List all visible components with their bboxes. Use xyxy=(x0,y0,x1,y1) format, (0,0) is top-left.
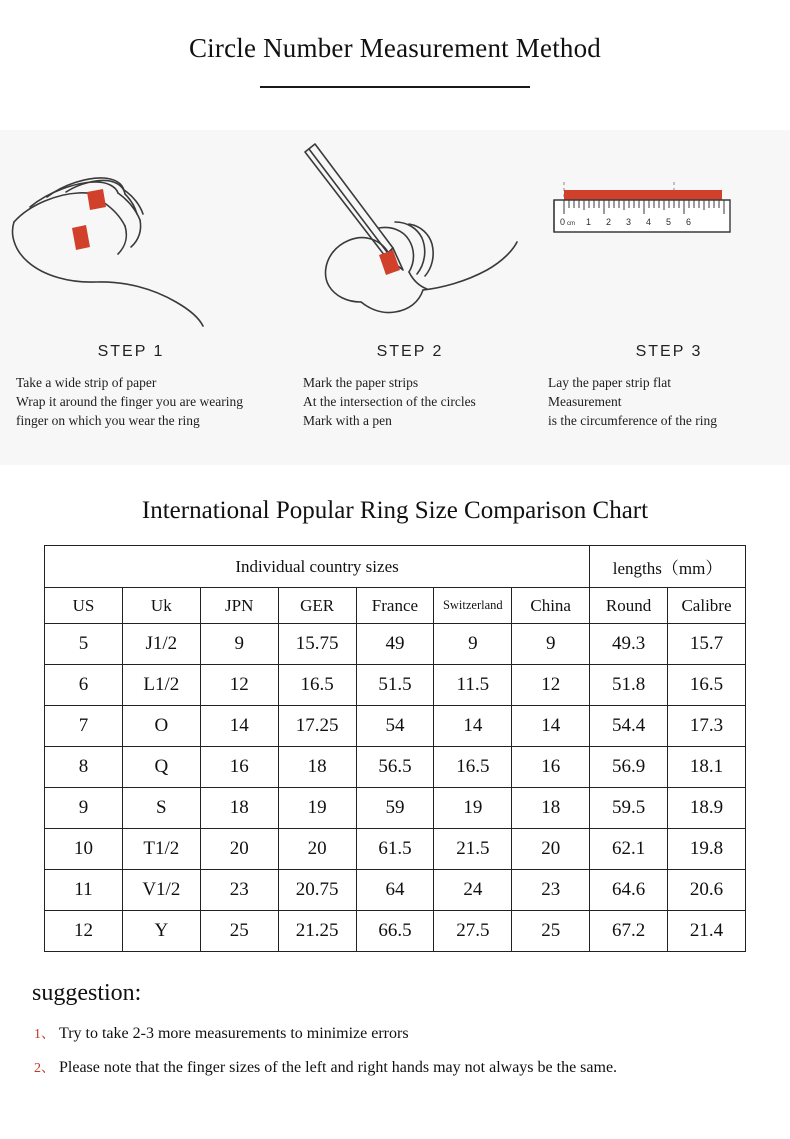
cell-round: 62.1 xyxy=(590,829,668,870)
cell-switzerland: 9 xyxy=(434,624,512,665)
cell-jpn: 9 xyxy=(200,624,278,665)
table-title: International Popular Ring Size Comparison Chart xyxy=(141,497,649,524)
cell-france: 61.5 xyxy=(356,829,434,870)
cell-ger: 17.25 xyxy=(278,706,356,747)
hand-with-paper-strip-icon xyxy=(0,130,262,335)
ruler-tick-4: 4 xyxy=(646,217,652,227)
column-header-round: Round xyxy=(590,588,668,624)
cell-jpn: 23 xyxy=(200,870,278,911)
cell-calibre: 15.7 xyxy=(668,624,746,665)
table-column-header-row xyxy=(45,588,746,624)
ruler-measuring-strip-icon xyxy=(548,130,790,335)
step-1-label: STEP 1 xyxy=(97,343,165,360)
table-row xyxy=(45,911,746,952)
step-3-line-3: is the circumference of the ring xyxy=(548,413,718,428)
suggestion-item xyxy=(34,1017,790,1051)
cell-ger: 20 xyxy=(278,829,356,870)
cell-us: 6 xyxy=(45,665,123,706)
step-3-line-1: Lay the paper strip flat xyxy=(548,375,671,390)
cell-france: 49 xyxy=(356,624,434,665)
cell-uk: S xyxy=(122,788,200,829)
table-row xyxy=(45,829,746,870)
step-2 xyxy=(275,130,545,465)
suggestion-list xyxy=(34,1017,790,1085)
ruler-unit: cm xyxy=(567,221,575,227)
step-3-description xyxy=(548,373,790,430)
cell-ger: 19 xyxy=(278,788,356,829)
cell-round: 67.2 xyxy=(590,911,668,952)
cell-round: 54.4 xyxy=(590,706,668,747)
table-row xyxy=(45,870,746,911)
cell-china: 20 xyxy=(512,829,590,870)
cell-uk: L1/2 xyxy=(122,665,200,706)
ring-size-table xyxy=(44,545,746,952)
table-row xyxy=(45,624,746,665)
cell-switzerland: 21.5 xyxy=(434,829,512,870)
cell-china: 9 xyxy=(512,624,590,665)
cell-round: 49.3 xyxy=(590,624,668,665)
cell-china: 18 xyxy=(512,788,590,829)
cell-france: 66.5 xyxy=(356,911,434,952)
column-header-us: US xyxy=(45,588,123,624)
suggestion-item-text: Try to take 2-3 more measurements to minimize errors xyxy=(59,1025,409,1042)
cell-calibre: 19.8 xyxy=(668,829,746,870)
cell-switzerland: 11.5 xyxy=(434,665,512,706)
table-row xyxy=(45,706,746,747)
step-2-description xyxy=(275,373,545,430)
cell-switzerland: 27.5 xyxy=(434,911,512,952)
cell-switzerland: 16.5 xyxy=(434,747,512,788)
column-header-france: France xyxy=(356,588,434,624)
column-header-china: China xyxy=(512,588,590,624)
cell-france: 59 xyxy=(356,788,434,829)
table-group-header-row xyxy=(45,546,746,588)
step-2-line-1: Mark the paper strips xyxy=(303,375,419,390)
cell-round: 59.5 xyxy=(590,788,668,829)
column-header-calibre: Calibre xyxy=(668,588,746,624)
step-2-line-2: At the intersection of the circles xyxy=(303,394,476,409)
hand-with-pen-marking-icon xyxy=(275,130,545,335)
suggestion-title: suggestion: xyxy=(32,980,142,1006)
steps-band xyxy=(0,130,790,465)
cell-france: 56.5 xyxy=(356,747,434,788)
cell-switzerland: 14 xyxy=(434,706,512,747)
step-3 xyxy=(548,130,790,465)
cell-china: 14 xyxy=(512,706,590,747)
ruler-tick-6: 6 xyxy=(686,217,692,227)
step-2-line-3: Mark with a pen xyxy=(303,413,392,428)
cell-us: 8 xyxy=(45,747,123,788)
step-1 xyxy=(0,130,262,465)
step-1-line-2: Wrap it around the finger you are wearing xyxy=(16,394,243,409)
cell-china: 23 xyxy=(512,870,590,911)
ruler-tick-3: 3 xyxy=(626,217,632,227)
title-divider xyxy=(260,86,530,88)
cell-calibre: 17.3 xyxy=(668,706,746,747)
column-header-switzerland: Switzerland xyxy=(434,588,512,624)
cell-uk: Q xyxy=(122,747,200,788)
ruler-tick-2: 2 xyxy=(606,217,612,227)
cell-jpn: 18 xyxy=(200,788,278,829)
step-1-illustration xyxy=(0,130,262,335)
step-2-illustration xyxy=(275,130,545,335)
cell-china: 16 xyxy=(512,747,590,788)
ruler-tick-1: 1 xyxy=(586,217,592,227)
column-header-jpn: JPN xyxy=(200,588,278,624)
group-header-lengths: lengths（mm） xyxy=(590,546,746,588)
cell-us: 9 xyxy=(45,788,123,829)
cell-switzerland: 19 xyxy=(434,788,512,829)
step-1-description xyxy=(0,373,262,430)
cell-uk: T1/2 xyxy=(122,829,200,870)
table-row xyxy=(45,665,746,706)
step-3-label: STEP 3 xyxy=(635,343,703,360)
cell-calibre: 21.4 xyxy=(668,911,746,952)
cell-us: 10 xyxy=(45,829,123,870)
cell-calibre: 16.5 xyxy=(668,665,746,706)
suggestion-item-number: 1、 xyxy=(34,1027,55,1042)
page-title: Circle Number Measurement Method xyxy=(188,33,602,63)
group-header-country: Individual country sizes xyxy=(45,546,590,588)
cell-us: 5 xyxy=(45,624,123,665)
suggestion-item-number: 2、 xyxy=(34,1061,55,1076)
cell-china: 25 xyxy=(512,911,590,952)
cell-jpn: 25 xyxy=(200,911,278,952)
cell-ger: 18 xyxy=(278,747,356,788)
table-row xyxy=(45,747,746,788)
cell-calibre: 18.9 xyxy=(668,788,746,829)
cell-ger: 15.75 xyxy=(278,624,356,665)
step-3-line-2: Measurement xyxy=(548,394,622,409)
column-header-uk: Uk xyxy=(122,588,200,624)
table-head xyxy=(45,546,746,624)
table-body xyxy=(45,624,746,952)
table-row xyxy=(45,788,746,829)
cell-round: 51.8 xyxy=(590,665,668,706)
cell-uk: O xyxy=(122,706,200,747)
cell-uk: J1/2 xyxy=(122,624,200,665)
cell-france: 64 xyxy=(356,870,434,911)
cell-ger: 20.75 xyxy=(278,870,356,911)
cell-us: 11 xyxy=(45,870,123,911)
cell-ger: 16.5 xyxy=(278,665,356,706)
cell-china: 12 xyxy=(512,665,590,706)
ruler-tick-5: 5 xyxy=(666,217,672,227)
cell-jpn: 14 xyxy=(200,706,278,747)
step-1-line-1: Take a wide strip of paper xyxy=(16,375,157,390)
column-header-ger: GER xyxy=(278,588,356,624)
cell-uk: Y xyxy=(122,911,200,952)
cell-uk: V1/2 xyxy=(122,870,200,911)
cell-jpn: 20 xyxy=(200,829,278,870)
suggestion-item xyxy=(34,1051,790,1085)
step-3-illustration xyxy=(548,130,790,335)
cell-us: 7 xyxy=(45,706,123,747)
cell-switzerland: 24 xyxy=(434,870,512,911)
cell-france: 54 xyxy=(356,706,434,747)
step-1-line-3: finger on which you wear the ring xyxy=(16,413,200,428)
step-2-label: STEP 2 xyxy=(376,343,444,360)
ruler-tick-0: 0 xyxy=(560,217,566,227)
cell-jpn: 12 xyxy=(200,665,278,706)
cell-france: 51.5 xyxy=(356,665,434,706)
cell-calibre: 18.1 xyxy=(668,747,746,788)
cell-round: 64.6 xyxy=(590,870,668,911)
cell-calibre: 20.6 xyxy=(668,870,746,911)
suggestion-item-text: Please note that the finger sizes of the left and right hands may not always be the same. xyxy=(59,1059,618,1076)
cell-jpn: 16 xyxy=(200,747,278,788)
cell-round: 56.9 xyxy=(590,747,668,788)
cell-ger: 21.25 xyxy=(278,911,356,952)
cell-us: 12 xyxy=(45,911,123,952)
